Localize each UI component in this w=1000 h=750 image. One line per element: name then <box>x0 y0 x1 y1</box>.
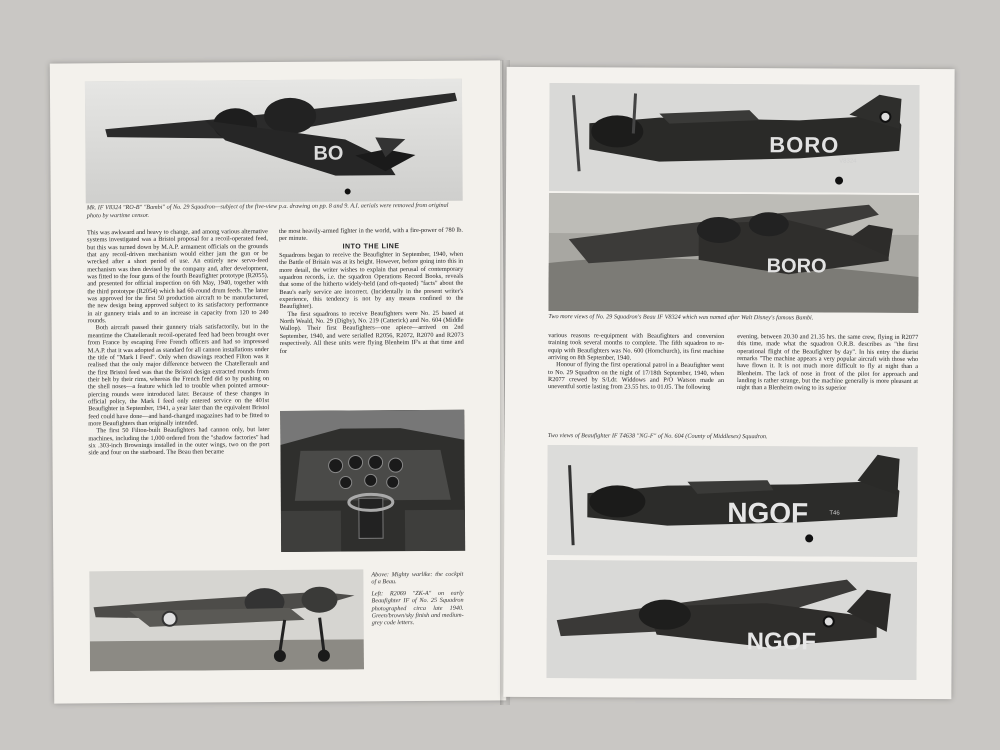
cockpit-interior-image <box>280 410 465 552</box>
right-photo-4 <box>546 560 917 680</box>
photo1-code-letters: BORO <box>769 132 840 158</box>
photo3-code-letters: NGOF <box>727 496 809 529</box>
paragraph: The first squadrons to receive Beaufighters were No. 25 based at North Weald, No. 29 (Digby), No. 219 (Catterick) and No. 604 (Middle Wallop). Their first Beaufighters—one apiece—arrived on 2nd September, 1940, and were serialled R2056, R2072, R2070 and R2073 respectively. All these units were flying Blenheim IF's at that time and for <box>279 309 464 355</box>
beaufighter-banking-image <box>548 193 919 313</box>
side-caption <box>371 571 463 631</box>
right-page-column-2 <box>737 333 918 393</box>
section-heading-into-the-line: INTO THE LINE <box>342 242 400 251</box>
right-photo-2 <box>548 193 919 313</box>
beaufighter-in-flight-image <box>85 79 463 204</box>
paragraph: various reasons re-equipment with Beaufighters and conversion training took several months to complete. The fifth squadron to re-equip with Beaufighters was No. 600 (Hornchurch), its first machine arriving on 8th September, 1940. <box>548 332 725 362</box>
right-page <box>503 67 954 699</box>
cockpit-photo <box>280 410 465 552</box>
beaufighter-on-ground-image <box>89 569 364 671</box>
top-photo-caption: Mk. IF V8324 "RO-B" "Bambi" of No. 29 Squadron—subject of the five-view p.a. drawing on pp. 8 and 9. A.I. aerials were removed from original photo by wartime censor. <box>86 201 449 219</box>
paragraph: Both aircraft passed their gunnery trials satisfactorily, but in the meantime the Chatellerault recoil-operated feed had been brought over from France by escaping Free French officers and had so impressed M.A.P. that it was adopted as standard for all cannon installations under the title of "Mark I Feed". Only when drawings reached Filton was it realised that the only major difference between the Chatellerault and the first Bristol feed was that the Bristol design extracted rounds from their belt by their rims, whereas the French feed did so by pushing on the shell noses—a feature which led to trouble when pointed armour-piercing rounds were introduced later. Because of these changes in official policy, the Mark I feed only entered service on the 401st Beaufighter in September, 1941, a year later than the equivalent Bristol feed could have done—and hand-changed magazines had to be fitted to more Beaufighters than originally intended. <box>87 323 270 428</box>
left-page-column-2 <box>279 227 464 355</box>
photo2-code-letters: BORO <box>766 255 827 278</box>
right-caption-1: Two more views of No. 29 Squadron's Beau IF V8324 which was named after Walt Disney's famous Bambi. <box>548 313 814 322</box>
paragraph: Honour of flying the first operational patrol in a Beaufighter went to No. 29 Squadron on the night of 17/18th September, 1940, when R2077 crewed by S/Ldr. Widdows and P/O Watson made an uneventful sortie lasting from 23.55 hrs. to 01.05. The following <box>547 361 725 392</box>
photo1-serial: V8324 <box>839 158 857 165</box>
beaufighter-ngf-flight-image <box>546 560 917 680</box>
bottom-aircraft-photo <box>89 569 364 671</box>
beaufighter-side-view-image <box>549 83 920 193</box>
paragraph: Squadrons began to receive the Beaufighter in September, 1940, when the Battle of Britain was at its height. However, before going into this in more detail, the writer wishes to explain that perusal of contemporary squadron records, i.e. the squadron Operations Record Books, reveals that some of the hitherto widely-held (and oft-quoted) "facts" about the Beau's early service are incorrect. (Incidentally in the present writer's experience, this tendency is not by any means confined to the Beaufighter). <box>279 250 464 311</box>
photo3-serial: T46 <box>829 510 840 517</box>
paragraph: This was awkward and heavy to change, and among various alternative systems investigated was a Bristol proposal for a recoil-operated feed, but this was turned down by M.A.P. armament officials on the grounds that any recoil-driven mechanism would either jam the gun or be wrecked after a short period of use. An entirely new servo-feed mechanism was then devised by the company and, after development, was fitted to the four guns of the fourth Beaufighter prototype (R2055), and presented for official inspection on 6th May, 1940, together with the third prototype (R2054) which had 60-round drum feeds. The latter was approved for the first 50 production aircraft to be manufactured, the new design being approved subject to its satisfactory performance in air gunnery trials and to an increase in capacity from 120 to 240 rounds. <box>86 228 269 325</box>
paragraph: the most heavily-armed fighter in the world, with a fire-power of 780 lb. per minute. <box>278 226 463 243</box>
paragraph: The first 50 Filton-built Beaufighters had cannon only, but later machines, including the 1,000 ordered from the "shadow factories" had six .303-inch Brownings installed in the outer wings, two on the port side and four on the starboard. The Beau then became <box>88 426 270 457</box>
top-photo-code-letters: BO <box>313 142 344 165</box>
right-page-column-1 <box>548 332 724 392</box>
left-page <box>50 60 506 703</box>
beaufighter-ngf-side-image <box>547 445 918 557</box>
ground-photo-caption: Left: R2069 "ZK-A" on early Beaufighter IF of No. 25 Squadron photographed circa late 1940. Green/brown/sky finish and medium-grey code letters. <box>371 589 464 627</box>
top-aircraft-photo <box>85 79 463 204</box>
right-caption-2: Two views of Beaufighter IF T4638 "NG-F" of No. 604 (County of Middlesex) Squadron. <box>547 432 768 441</box>
cockpit-caption: Above: Mighty warlike: the cockpit of a Beau. <box>371 570 464 586</box>
paragraph: evening, between 20.30 and 21.35 hrs. the same crew, flying in R2077 this time, made what the squadron O.R.B. describes as "the first operational flight of the Beaufighter by day". In his entry the diarist remarks "The machine appears a very popular aircraft with those who have flown it. It is not much more difficult to fly at night than a Blenheim. The lack of nose in front of the pilot for approach and landing is rather strange, but the machine generally is more pleasant at night than a Blenheim owing to its superior <box>736 333 919 393</box>
photo4-code-letters: NGOF <box>746 628 817 656</box>
right-photo-1 <box>549 83 920 193</box>
right-photo-3 <box>547 445 918 557</box>
left-page-column-1 <box>87 228 270 457</box>
